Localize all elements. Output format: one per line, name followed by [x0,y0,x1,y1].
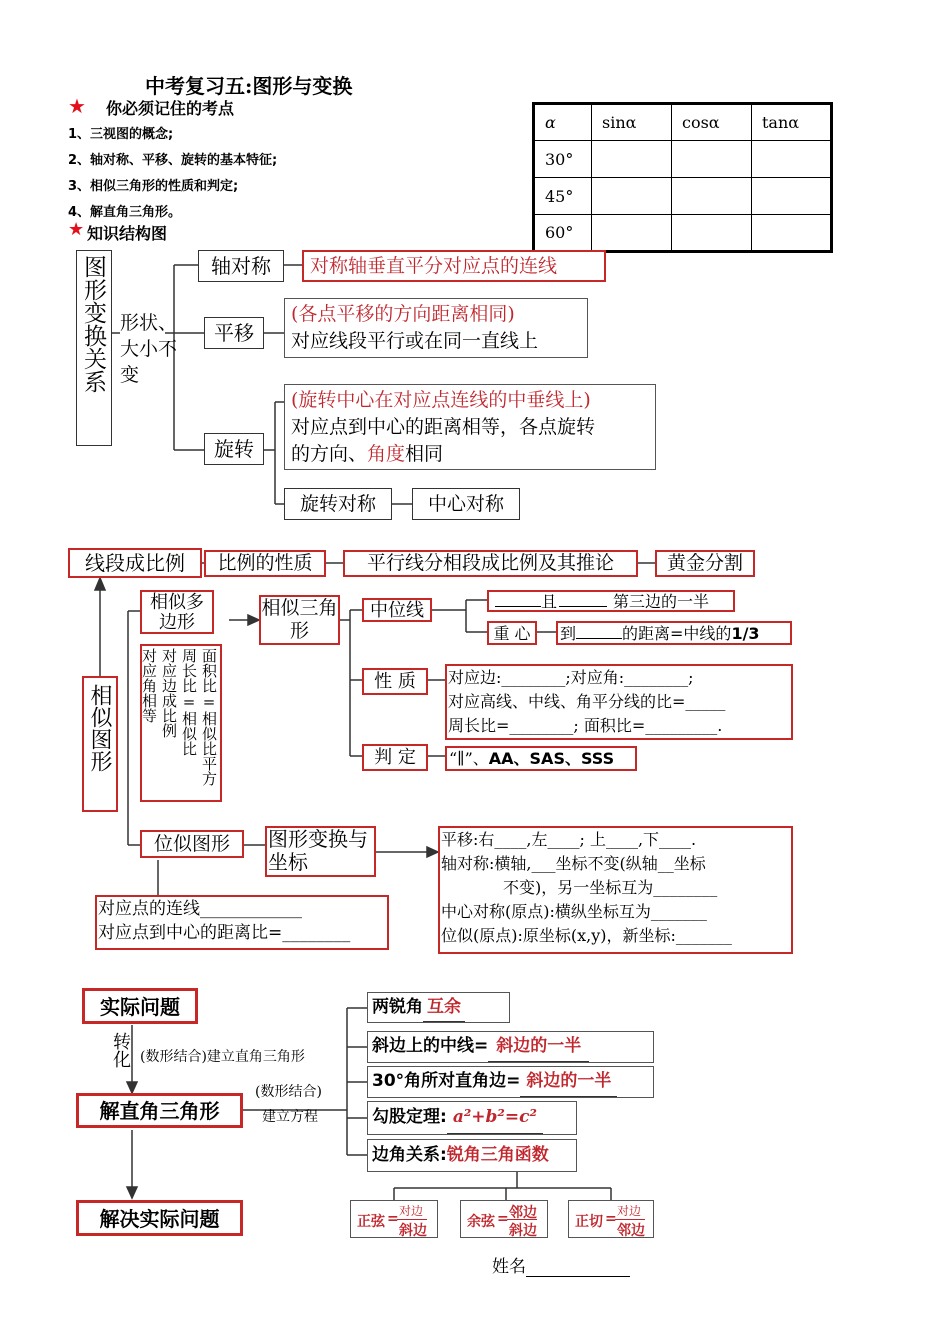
property-line: 对应边:________;对应角:________; [448,668,694,687]
center-sym-node: 中心对称 [412,488,520,520]
midline-desc [487,590,735,612]
thirty-label: 30°角所对直角边= [372,1071,521,1091]
shape-label: 形状、大小不变 [120,312,178,386]
cosine-box: 余弦 = 邻边 斜边 [460,1200,548,1238]
point-item: 2、轴对称、平移、旋转的基本特征; [68,153,278,168]
equation-note-2: 建立方程 [262,1109,318,1125]
acute-box [367,992,510,1023]
acute-label: 两锐角 [372,997,423,1017]
acute-value: 互余 [423,993,465,1022]
name-label: 姓名 [492,1257,526,1277]
midline-desc-a: 且 [541,592,558,611]
ratio-chain-4: 黄金分割 [655,550,755,577]
table-header: tanα [752,104,832,141]
coord-line: 平移:右____,左____; 上____,下____. [441,830,697,849]
side-angle-value: 锐角三角函数 [446,1145,549,1165]
median-value: 斜边的一半 [488,1032,589,1062]
centroid-desc-b: 的距离=中线的 [622,624,732,643]
trig-table [532,102,833,253]
table-header: sinα [592,104,672,141]
centroid-desc-c: 1/3 [731,624,760,643]
points-header: 你必须记住的考点 [106,99,235,118]
homothety-desc [95,895,389,950]
property-desc [445,664,793,740]
centroid-desc-a: 到 [560,624,577,643]
cosine-num: 邻边 [509,1205,537,1221]
solve-node: 解直角三角形 [76,1093,243,1128]
practical-node: 实际问题 [82,988,198,1024]
table-row-label: 60° [534,215,592,252]
tangent-den: 邻边 [617,1223,645,1239]
similar-root: 相似图形 [82,676,118,812]
midline-node: 中位线 [362,598,432,622]
polygon-props [140,644,222,802]
sine-num: 对边 [399,1204,424,1218]
table-row-label: 30° [534,141,592,178]
page-title: 中考复习五:图形与变换 [145,74,353,98]
star-icon: ★ [68,94,86,118]
midline-desc-b: 第三边的一半 [613,592,710,611]
table-cell[interactable] [592,178,672,215]
result-node: 解决实际问题 [76,1200,243,1236]
reflection-node: 轴对称 [198,250,284,282]
rotation-desc-3a: 的方向、 [291,443,368,465]
judge-node: 判 定 [362,744,428,771]
rotation-desc-3b: 角度 [367,443,406,465]
point-item: 1、三视图的概念; [68,127,174,142]
name-field [492,1252,630,1277]
coord-line: 不变)，另一坐标互为________ [503,878,718,897]
point-item: 4、解直角三角形。 [68,205,182,220]
coord-line: 轴对称:横轴,___坐标不变(纵轴__坐标 [441,854,706,873]
pyth-label: 勾股定理: [372,1107,447,1127]
cosine-den: 斜边 [509,1223,537,1239]
tangent-name: 正切 [575,1214,603,1230]
judge-desc-b: AA、SAS、SSS [488,749,615,768]
translation-desc-1: (各点平移的方向距离相同) [291,303,515,325]
rotation-desc-3 [291,441,649,468]
translation-desc [284,298,588,358]
transform-root: 图形变换关系 [76,250,112,446]
centroid-desc [556,621,792,645]
coord-line: 位似(原点):原坐标(x,y)，新坐标:_______ [441,926,732,945]
rotation-desc-3c: 相同 [405,443,444,465]
table-cell[interactable] [752,141,832,178]
rotation-desc [284,384,656,470]
property-line: 对应高线、中线、角平分线的比=_____ [448,692,726,711]
rotation-desc-2: 对应点到中心的距离相等，各点旋转 [291,416,596,438]
point-item: 3、相似三角形的性质和判定; [68,179,239,194]
ratio-chain-1: 线段成比例 [68,548,202,578]
side-angle-label: 边角关系: [372,1145,447,1165]
table-cell[interactable] [672,215,752,252]
translation-desc-2: 对应线段平行或在同一直线上 [291,330,539,352]
pyth-box [367,1101,577,1135]
poly-prop: 面积比=相似比平方 [200,648,218,786]
table-cell[interactable] [592,141,672,178]
property-line: 周长比=________; 面积比=_________. [448,716,723,735]
homo-line: 对应点到中心的距离比=________ [98,923,351,943]
star-icon: ★ [68,219,85,240]
tangent-box: 正切 = 对边 邻边 [568,1200,654,1238]
ratio-chain-3: 平行线分相段成比例及其推论 [343,550,638,577]
reflection-desc: 对称轴垂直平分对应点的连线 [302,250,606,282]
property-node: 性 质 [362,668,428,695]
convert-label: 转化 [110,1032,131,1068]
poly-prop: 对应角相等 [140,648,158,723]
table-cell[interactable] [672,141,752,178]
median-label: 斜边上的中线= [372,1036,489,1056]
table-cell[interactable] [592,215,672,252]
table-row-label: 45° [534,178,592,215]
sine-box: 正弦 = 对边 斜边 [350,1200,438,1238]
name-input[interactable] [526,1258,630,1277]
poly-prop: 对应边成比例 [160,648,178,738]
table-header: cosα [672,104,752,141]
rot-sym-node: 旋转对称 [284,488,392,520]
coord-node: 图形变换与坐标 [265,826,376,877]
poly-prop: 周长比=相似比 [180,648,198,756]
equation-note-1: (数形结合) [255,1084,322,1100]
table-header: α [534,104,592,141]
convert-note: (数形结合)建立直角三角形 [140,1049,305,1065]
table-cell[interactable] [752,178,832,215]
ratio-chain-2: 比例的性质 [204,550,326,577]
judge-desc-a: “∥”、 [449,749,489,768]
pyth-value: a²+b²=c² [447,1102,543,1134]
homothety-node: 位似图形 [140,830,244,858]
judge-desc [445,746,637,771]
table-cell[interactable] [752,215,832,252]
rotation-node: 旋转 [204,433,264,465]
homo-line: 对应点的连线____________ [98,899,302,919]
triangle-node: 相似三角形 [259,595,340,645]
rotation-desc-1: (旋转中心在对应点连线的中垂线上) [291,389,591,411]
coord-line: 中心对称(原点):横纵坐标互为_______ [441,902,707,921]
thirty-value: 斜边的一半 [520,1067,617,1097]
structure-header: 知识结构图 [87,224,168,243]
translation-node: 平移 [204,317,264,349]
median-box [367,1031,654,1063]
side-angle-box [367,1139,577,1172]
table-cell[interactable] [672,178,752,215]
coord-desc [438,826,793,954]
centroid-node: 重 心 [487,621,537,645]
points-list [68,122,277,226]
polygon-node: 相似多边形 [140,590,214,634]
thirty-box [367,1066,654,1098]
sine-den: 斜边 [399,1223,427,1239]
tangent-num: 对边 [617,1204,642,1218]
sine-name: 正弦 [357,1214,385,1230]
cosine-name: 余弦 [467,1214,495,1230]
